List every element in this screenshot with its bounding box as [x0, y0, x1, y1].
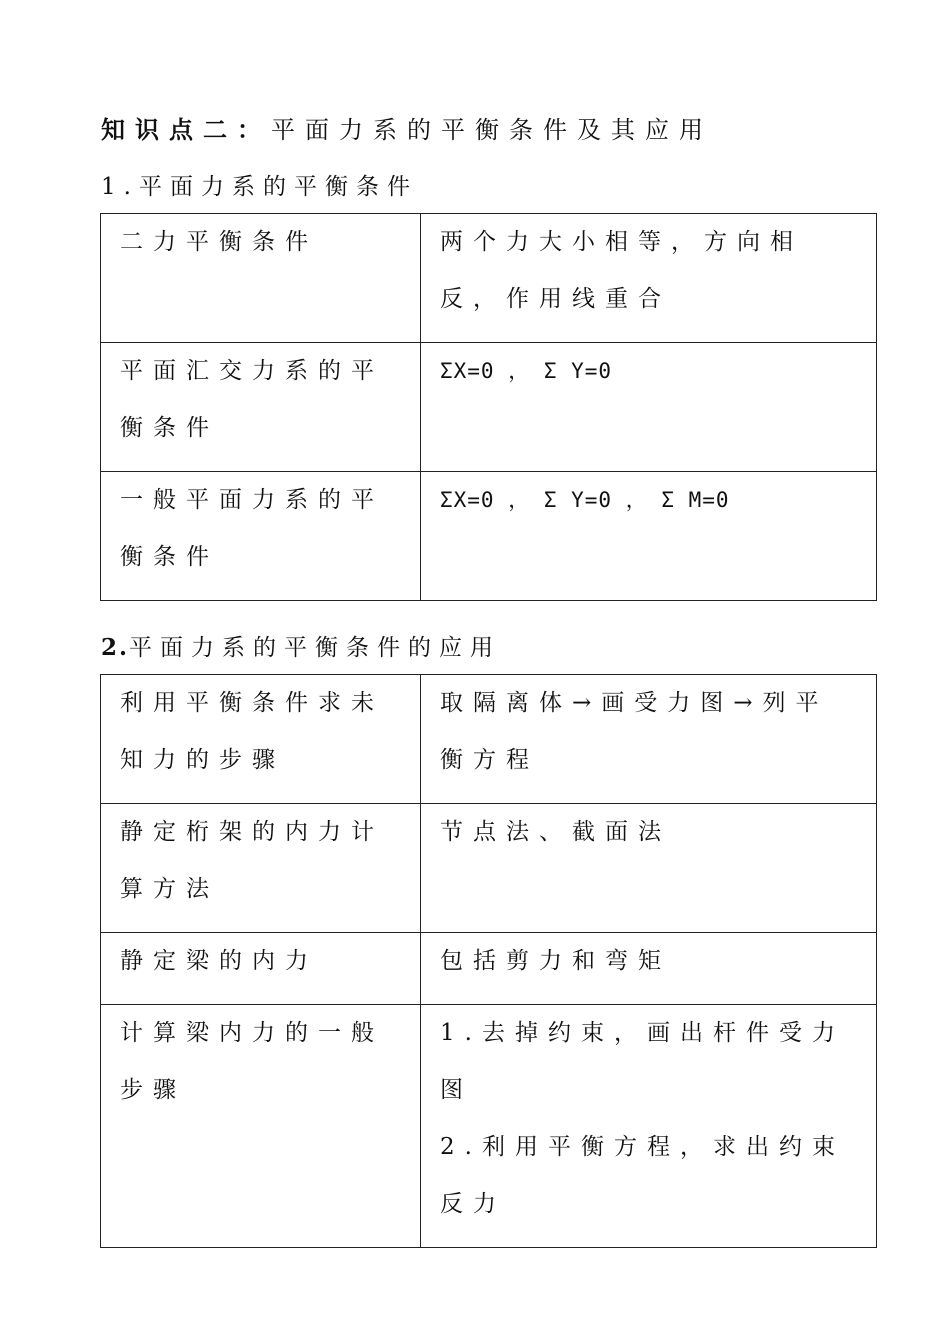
table-row [101, 1005, 877, 1248]
application-content-cell: 取隔离体→画受力图→列平衡方程 [421, 675, 877, 804]
equilibrium-conditions-table [100, 213, 877, 601]
application-content-cell: 包括剪力和弯矩 [421, 933, 877, 1005]
table-row [101, 933, 877, 1005]
application-table [100, 674, 877, 1248]
table-row [101, 675, 877, 804]
heading-prefix: 知识点二： [101, 115, 271, 144]
condition-formula-cell: ΣX=0 ， Σ Y=0 [421, 343, 877, 472]
step-item: 2.利用平衡方程，求出约束反力 [440, 1134, 845, 1217]
section2-title [101, 631, 501, 665]
section2-title-text: 平面力系的平衡条件的应用 [129, 635, 502, 661]
section1-title: 1.平面力系的平衡条件 [101, 174, 418, 200]
application-content-cell: 节点法、截面法 [421, 804, 877, 933]
application-name-cell: 静定桁架的内力计算方法 [101, 804, 421, 933]
condition-formula-cell: ΣX=0 ， Σ Y=0 ， Σ M=0 [421, 472, 877, 601]
page-heading [101, 112, 713, 148]
table-row [101, 343, 877, 472]
condition-name-cell: 平面汇交力系的平衡条件 [101, 343, 421, 472]
application-name-cell: 利用平衡条件求未知力的步骤 [101, 675, 421, 804]
step-item: 1.去掉约束，画出杆件受力图 [440, 1020, 845, 1103]
condition-name-cell: 二力平衡条件 [101, 214, 421, 343]
section2-number: 2. [101, 634, 130, 661]
heading-title: 平面力系的平衡条件及其应用 [271, 116, 713, 144]
condition-content-cell: 两个力大小相等，方向相反，作用线重合 [421, 214, 877, 343]
table-row [101, 214, 877, 343]
condition-name-cell: 一般平面力系的平衡条件 [101, 472, 421, 601]
application-name-cell: 计算梁内力的一般步骤 [101, 1005, 421, 1248]
application-steps-cell [421, 1005, 877, 1248]
application-name-cell: 静定梁的内力 [101, 933, 421, 1005]
table-row [101, 472, 877, 601]
table-row [101, 804, 877, 933]
